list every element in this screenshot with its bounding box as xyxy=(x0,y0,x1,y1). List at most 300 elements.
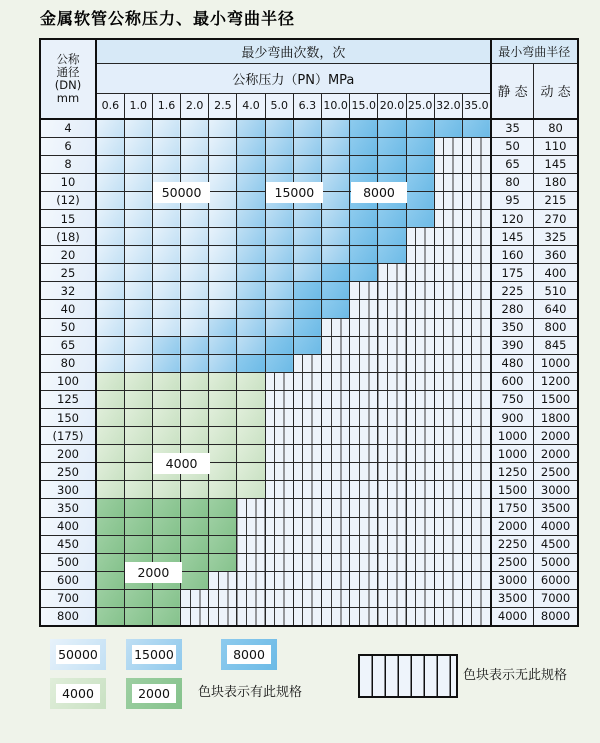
grid-cell xyxy=(265,228,293,246)
grid-cell xyxy=(378,481,406,499)
grid-cell xyxy=(265,481,293,499)
static-radius-cell: 65 xyxy=(491,155,534,173)
grid-cell xyxy=(322,589,350,607)
grid-cell xyxy=(181,409,209,427)
grid-cell xyxy=(293,354,321,372)
grid-cell xyxy=(96,246,124,264)
grid-cell xyxy=(265,589,293,607)
table-row xyxy=(40,390,578,408)
grid-cell xyxy=(152,119,180,137)
grid-cell xyxy=(124,589,152,607)
grid-cell xyxy=(350,282,378,300)
grid-cell xyxy=(462,571,490,589)
grid-cell xyxy=(462,318,490,336)
grid-cell xyxy=(434,246,462,264)
grid-cell xyxy=(350,409,378,427)
grid-cell xyxy=(462,336,490,354)
grid-cell xyxy=(462,427,490,445)
pressure-value-header: 2.0 xyxy=(181,93,209,119)
grid-cell xyxy=(209,427,237,445)
grid-cell xyxy=(293,589,321,607)
grid-cell xyxy=(406,553,434,571)
pressure-value-header: 6.3 xyxy=(293,93,321,119)
dn-cell: 400 xyxy=(40,517,96,535)
grid-cell xyxy=(462,228,490,246)
grid-cell xyxy=(293,427,321,445)
grid-cell xyxy=(406,119,434,137)
grid-cell xyxy=(293,571,321,589)
grid-cell xyxy=(209,119,237,137)
grid-cell xyxy=(96,481,124,499)
pressure-value-header: 1.0 xyxy=(124,93,152,119)
radius-header: 最小弯曲半径 xyxy=(491,39,578,63)
dynamic-radius-cell: 3000 xyxy=(534,481,578,499)
grid-cell xyxy=(96,608,124,626)
grid-cell xyxy=(406,137,434,155)
grid-cell xyxy=(293,535,321,553)
grid-cell xyxy=(265,155,293,173)
dn-cell: 25 xyxy=(40,264,96,282)
static-radius-cell: 50 xyxy=(491,137,534,155)
dynamic-radius-cell: 845 xyxy=(534,336,578,354)
dn-cell: 300 xyxy=(40,481,96,499)
grid-cell xyxy=(152,499,180,517)
grid-cell xyxy=(350,535,378,553)
dynamic-radius-cell: 1800 xyxy=(534,409,578,427)
grid-cell xyxy=(124,300,152,318)
grid-cell xyxy=(350,137,378,155)
grid-cell xyxy=(96,427,124,445)
grid-cell xyxy=(265,209,293,227)
grid-cell xyxy=(462,372,490,390)
dn-cell: 8 xyxy=(40,155,96,173)
grid-cell xyxy=(350,589,378,607)
table-row xyxy=(40,264,578,282)
grid-cell xyxy=(209,535,237,553)
grid-cell xyxy=(209,390,237,408)
table-row xyxy=(40,246,578,264)
grid-cell xyxy=(152,608,180,626)
grid-cell xyxy=(152,300,180,318)
grid-cell xyxy=(350,445,378,463)
static-radius-cell: 350 xyxy=(491,318,534,336)
grid-cell xyxy=(434,336,462,354)
legend-swatch xyxy=(50,639,106,670)
dynamic-radius-cell: 1200 xyxy=(534,372,578,390)
legend-swatch xyxy=(126,639,182,670)
grid-cell xyxy=(434,553,462,571)
grid-cell xyxy=(237,119,265,137)
grid-cell xyxy=(209,445,237,463)
grid-cell xyxy=(237,191,265,209)
grid-cell xyxy=(265,390,293,408)
grid-cell xyxy=(209,499,237,517)
table-row xyxy=(40,427,578,445)
grid-cell xyxy=(434,445,462,463)
grid-cell xyxy=(350,553,378,571)
grid-cell xyxy=(181,300,209,318)
grid-cell xyxy=(434,499,462,517)
grid-cell xyxy=(378,282,406,300)
static-radius-cell: 2500 xyxy=(491,553,534,571)
zone-cycles-label: 50000 xyxy=(153,182,209,203)
dn-corner-line: 公称 xyxy=(56,51,80,66)
dynamic-radius-cell: 1500 xyxy=(534,390,578,408)
grid-cell xyxy=(434,173,462,191)
grid-cell xyxy=(96,390,124,408)
static-radius-cell: 175 xyxy=(491,264,534,282)
grid-cell xyxy=(124,209,152,227)
table-row xyxy=(40,499,578,517)
legend xyxy=(39,637,577,732)
pressure-value-header: 35.0 xyxy=(462,93,490,119)
grid-cell xyxy=(209,282,237,300)
grid-cell xyxy=(322,608,350,626)
grid-cell xyxy=(152,409,180,427)
grid-cell xyxy=(209,481,237,499)
dn-cell: 250 xyxy=(40,463,96,481)
grid-cell xyxy=(378,571,406,589)
static-radius-cell: 95 xyxy=(491,191,534,209)
dn-cell: 100 xyxy=(40,372,96,390)
grid-cell xyxy=(350,300,378,318)
grid-cell xyxy=(152,517,180,535)
grid-cell xyxy=(181,390,209,408)
grid-cell xyxy=(350,517,378,535)
zone-cycles-label: 2000 xyxy=(125,562,181,583)
dynamic-radius-cell: 7000 xyxy=(534,589,578,607)
grid-cell xyxy=(181,282,209,300)
grid-cell xyxy=(322,409,350,427)
grid-cell xyxy=(237,209,265,227)
static-radius-cell: 1750 xyxy=(491,499,534,517)
grid-cell xyxy=(265,553,293,571)
grid-cell xyxy=(406,191,434,209)
table-header xyxy=(40,39,578,119)
grid-cell xyxy=(265,445,293,463)
legend-swatch-value: 50000 xyxy=(56,645,100,664)
table-row xyxy=(40,535,578,553)
grid-cell xyxy=(350,372,378,390)
grid-cell xyxy=(237,517,265,535)
dynamic-radius-cell: 640 xyxy=(534,300,578,318)
grid-cell xyxy=(237,535,265,553)
legend-swatch xyxy=(50,678,106,709)
static-radius-cell: 80 xyxy=(491,173,534,191)
grid-cell xyxy=(181,155,209,173)
table-row xyxy=(40,409,578,427)
dn-cell: 800 xyxy=(40,608,96,626)
grid-cell xyxy=(96,336,124,354)
grid-cell xyxy=(350,209,378,227)
grid-cell xyxy=(152,228,180,246)
grid-cell xyxy=(181,372,209,390)
grid-cell xyxy=(293,119,321,137)
dn-cell: (18) xyxy=(40,228,96,246)
pressure-value-header: 15.0 xyxy=(350,93,378,119)
grid-cell xyxy=(462,553,490,571)
grid-cell xyxy=(124,445,152,463)
pressure-value-header: 4.0 xyxy=(237,93,265,119)
grid-cell xyxy=(322,318,350,336)
static-radius-cell: 1250 xyxy=(491,463,534,481)
table-row xyxy=(40,318,578,336)
grid-cell xyxy=(462,119,490,137)
dynamic-radius-cell: 5000 xyxy=(534,553,578,571)
grid-cell xyxy=(322,517,350,535)
grid-cell xyxy=(209,246,237,264)
grid-cell xyxy=(462,300,490,318)
table-row xyxy=(40,209,578,227)
grid-cell xyxy=(293,517,321,535)
grid-cell xyxy=(434,372,462,390)
grid-cell xyxy=(350,119,378,137)
grid-cell xyxy=(209,354,237,372)
grid-cell xyxy=(124,409,152,427)
grid-cell xyxy=(181,589,209,607)
grid-cell xyxy=(265,571,293,589)
grid-cell xyxy=(209,173,237,191)
grid-cell xyxy=(181,246,209,264)
grid-cell xyxy=(462,535,490,553)
grid-cell xyxy=(293,463,321,481)
grid-cell xyxy=(406,390,434,408)
grid-cell xyxy=(378,553,406,571)
grid-cell xyxy=(378,427,406,445)
grid-cell xyxy=(406,282,434,300)
grid-cell xyxy=(293,264,321,282)
grid-cell xyxy=(293,499,321,517)
grid-cell xyxy=(378,228,406,246)
pressure-value-header: 10.0 xyxy=(322,93,350,119)
grid-cell xyxy=(96,318,124,336)
grid-cell xyxy=(322,372,350,390)
grid-cell xyxy=(152,354,180,372)
grid-cell xyxy=(322,390,350,408)
grid-cell xyxy=(152,137,180,155)
table-row xyxy=(40,589,578,607)
grid-cell xyxy=(322,119,350,137)
grid-cell xyxy=(96,517,124,535)
table-row xyxy=(40,463,578,481)
static-radius-cell: 145 xyxy=(491,228,534,246)
table-row xyxy=(40,372,578,390)
grid-cell xyxy=(152,336,180,354)
grid-cell xyxy=(152,282,180,300)
dynamic-radius-cell: 4000 xyxy=(534,517,578,535)
grid-cell xyxy=(96,589,124,607)
grid-cell xyxy=(96,264,124,282)
dn-corner-line: (DN) xyxy=(54,78,82,92)
grid-cell xyxy=(209,209,237,227)
grid-cell xyxy=(237,608,265,626)
grid-cell xyxy=(265,354,293,372)
grid-cell xyxy=(406,608,434,626)
grid-cell xyxy=(124,481,152,499)
grid-cell xyxy=(462,191,490,209)
grid-cell xyxy=(293,608,321,626)
legend-swatch-value: 2000 xyxy=(132,684,176,703)
table-row xyxy=(40,354,578,372)
grid-cell xyxy=(265,499,293,517)
static-radius-cell: 35 xyxy=(491,119,534,137)
grid-cell xyxy=(406,228,434,246)
grid-cell xyxy=(181,517,209,535)
legend-no-spec-swatch xyxy=(358,654,458,698)
dn-cell: 6 xyxy=(40,137,96,155)
grid-cell xyxy=(124,608,152,626)
dynamic-radius-cell: 1000 xyxy=(534,354,578,372)
grid-cell xyxy=(293,553,321,571)
grid-cell xyxy=(434,318,462,336)
grid-cell xyxy=(124,119,152,137)
grid-cell xyxy=(96,499,124,517)
grid-cell xyxy=(265,535,293,553)
zone-cycles-label: 15000 xyxy=(266,182,322,203)
dynamic-radius-cell: 110 xyxy=(534,137,578,155)
dynamic-radius-cell: 325 xyxy=(534,228,578,246)
grid-cell xyxy=(378,445,406,463)
grid-cell xyxy=(181,535,209,553)
grid-cell xyxy=(209,155,237,173)
static-radius-cell: 1500 xyxy=(491,481,534,499)
grid-cell xyxy=(124,282,152,300)
grid-cell xyxy=(406,300,434,318)
grid-cell xyxy=(434,390,462,408)
grid-cell xyxy=(406,246,434,264)
grid-cell xyxy=(462,608,490,626)
grid-cell xyxy=(406,427,434,445)
grid-cell xyxy=(434,354,462,372)
grid-cell xyxy=(96,228,124,246)
grid-cell xyxy=(265,119,293,137)
grid-cell xyxy=(124,318,152,336)
grid-cell xyxy=(350,571,378,589)
grid-cell xyxy=(293,300,321,318)
grid-cell xyxy=(181,336,209,354)
grid-cell xyxy=(152,427,180,445)
table-row xyxy=(40,228,578,246)
grid-cell xyxy=(181,571,209,589)
grid-cell xyxy=(322,191,350,209)
grid-cell xyxy=(406,209,434,227)
grid-cell xyxy=(124,390,152,408)
grid-cell xyxy=(237,445,265,463)
dn-cell: 65 xyxy=(40,336,96,354)
zone-cycles-label: 8000 xyxy=(351,182,407,203)
grid-cell xyxy=(434,409,462,427)
grid-cell xyxy=(152,209,180,227)
dynamic-radius-cell: 2500 xyxy=(534,463,578,481)
grid-cell xyxy=(434,282,462,300)
grid-cell xyxy=(96,372,124,390)
dn-cell: 200 xyxy=(40,445,96,463)
grid-cell xyxy=(434,427,462,445)
grid-cell xyxy=(462,264,490,282)
grid-cell xyxy=(237,336,265,354)
grid-cell xyxy=(434,517,462,535)
grid-cell xyxy=(124,463,152,481)
table-row xyxy=(40,137,578,155)
grid-cell xyxy=(265,372,293,390)
grid-cell xyxy=(322,553,350,571)
grid-cell xyxy=(434,155,462,173)
grid-cell xyxy=(406,318,434,336)
grid-cell xyxy=(406,535,434,553)
static-radius-cell: 160 xyxy=(491,246,534,264)
grid-cell xyxy=(434,209,462,227)
static-radius-cell: 480 xyxy=(491,354,534,372)
dynamic-header: 动 态 xyxy=(534,63,578,119)
grid-cell xyxy=(322,282,350,300)
grid-cell xyxy=(124,191,152,209)
grid-cell xyxy=(350,354,378,372)
dn-cell: 10 xyxy=(40,173,96,191)
grid-cell xyxy=(406,463,434,481)
legend-swatch xyxy=(126,678,182,709)
grid-cell xyxy=(209,137,237,155)
grid-cell xyxy=(96,409,124,427)
grid-cell xyxy=(209,336,237,354)
grid-cell xyxy=(237,282,265,300)
grid-cell xyxy=(378,354,406,372)
grid-cell xyxy=(237,463,265,481)
grid-cell xyxy=(350,499,378,517)
dn-cell: 50 xyxy=(40,318,96,336)
grid-cell xyxy=(322,246,350,264)
grid-cell xyxy=(209,228,237,246)
grid-cell xyxy=(462,282,490,300)
grid-cell xyxy=(378,318,406,336)
grid-cell xyxy=(124,499,152,517)
grid-cell xyxy=(434,137,462,155)
dynamic-radius-cell: 6000 xyxy=(534,571,578,589)
grid-cell xyxy=(378,589,406,607)
dynamic-radius-cell: 145 xyxy=(534,155,578,173)
grid-cell xyxy=(350,390,378,408)
grid-cell xyxy=(124,228,152,246)
grid-cell xyxy=(322,499,350,517)
grid-cell xyxy=(96,463,124,481)
zone-cycles-label: 4000 xyxy=(153,453,209,474)
grid-cell xyxy=(237,228,265,246)
grid-cell xyxy=(322,209,350,227)
dynamic-radius-cell: 4500 xyxy=(534,535,578,553)
grid-cell xyxy=(152,390,180,408)
grid-cell xyxy=(406,155,434,173)
grid-cell xyxy=(209,300,237,318)
grid-cell xyxy=(124,517,152,535)
grid-cell xyxy=(293,137,321,155)
dn-cell: (175) xyxy=(40,427,96,445)
dn-cell: 40 xyxy=(40,300,96,318)
grid-cell xyxy=(350,427,378,445)
grid-cell xyxy=(322,535,350,553)
grid-cell xyxy=(237,155,265,173)
static-radius-cell: 1000 xyxy=(491,427,534,445)
static-radius-cell: 390 xyxy=(491,336,534,354)
grid-cell xyxy=(293,445,321,463)
grid-cell xyxy=(434,608,462,626)
legend-swatch xyxy=(221,639,277,670)
grid-cell xyxy=(96,282,124,300)
grid-cell xyxy=(378,155,406,173)
grid-cell xyxy=(434,228,462,246)
grid-cell xyxy=(237,409,265,427)
grid-cell xyxy=(209,517,237,535)
grid-cell xyxy=(462,409,490,427)
grid-cell xyxy=(265,300,293,318)
